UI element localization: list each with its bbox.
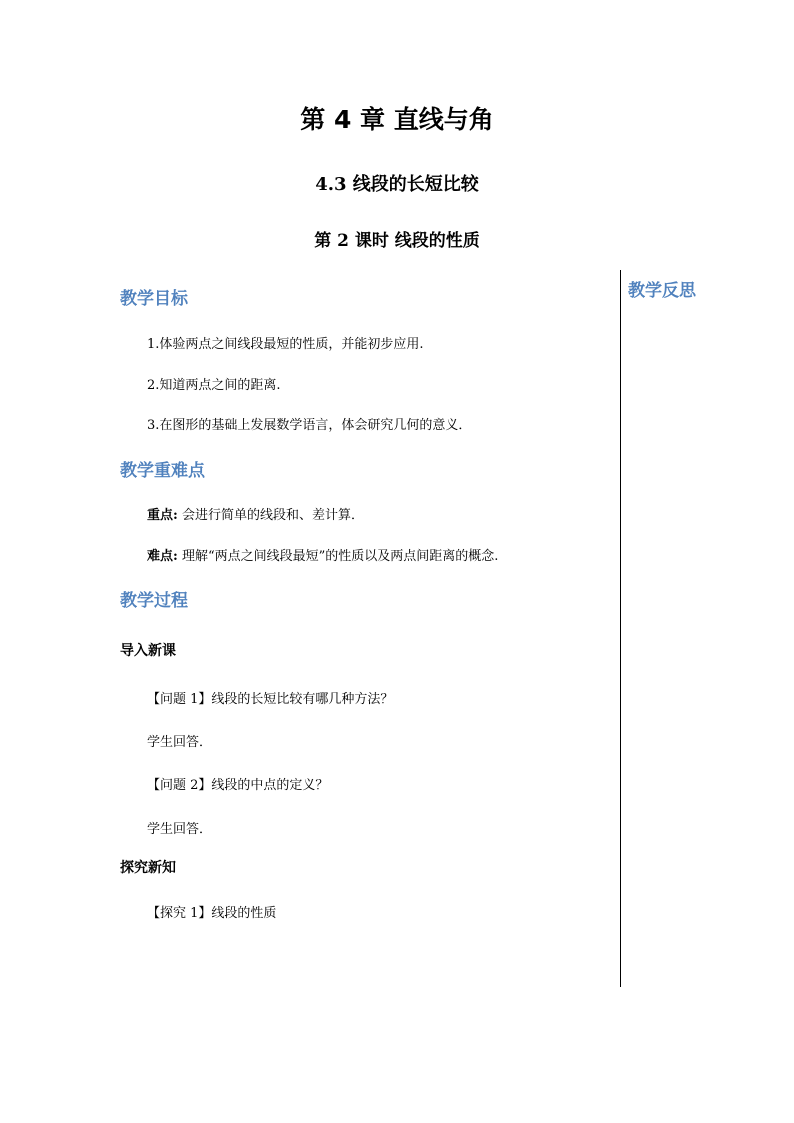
key-points-heading: 教学重难点 <box>120 461 205 481</box>
focus-label: 重点: <box>147 508 178 523</box>
objective-item-2: 2.知道两点之间的距离. <box>147 378 281 393</box>
sidebar-divider <box>620 270 621 987</box>
focus-line <box>147 504 364 523</box>
reflection-heading: 教学反思 <box>628 281 696 301</box>
objective-item-1: 1.体验两点之间线段最短的性质，并能初步应用. <box>147 337 424 352</box>
intro-heading: 导入新课 <box>120 643 176 659</box>
lesson-title: 第 2 课时 线段的性质 <box>314 231 480 251</box>
answer-2: 学生回答． <box>147 822 213 837</box>
process-heading: 教学过程 <box>120 591 188 611</box>
chapter-title: 第 4 章 直线与角 <box>300 105 494 134</box>
answer-1: 学生回答． <box>147 735 213 750</box>
question-1: 【问题 1】线段的长短比较有哪几种方法？ <box>147 692 394 707</box>
section-title: 4.3 线段的长短比较 <box>315 174 479 195</box>
difficulty-text: 理解“两点之间线段最短”的性质以及两点间距离的概念. <box>177 549 499 564</box>
objective-item-3: 3.在图形的基础上发展数学语言，体会研究几何的意义． <box>147 418 472 433</box>
difficulty-line <box>147 545 498 564</box>
objectives-heading: 教学目标 <box>120 289 188 309</box>
difficulty-label: 难点: <box>147 549 178 564</box>
question-2: 【问题 2】线段的中点的定义？ <box>147 778 329 793</box>
focus-text: 会进行简单的线段和、差计算． <box>177 508 364 523</box>
explore-1: 【探究 1】线段的性质 <box>147 906 277 921</box>
explore-heading: 探究新知 <box>120 860 176 876</box>
